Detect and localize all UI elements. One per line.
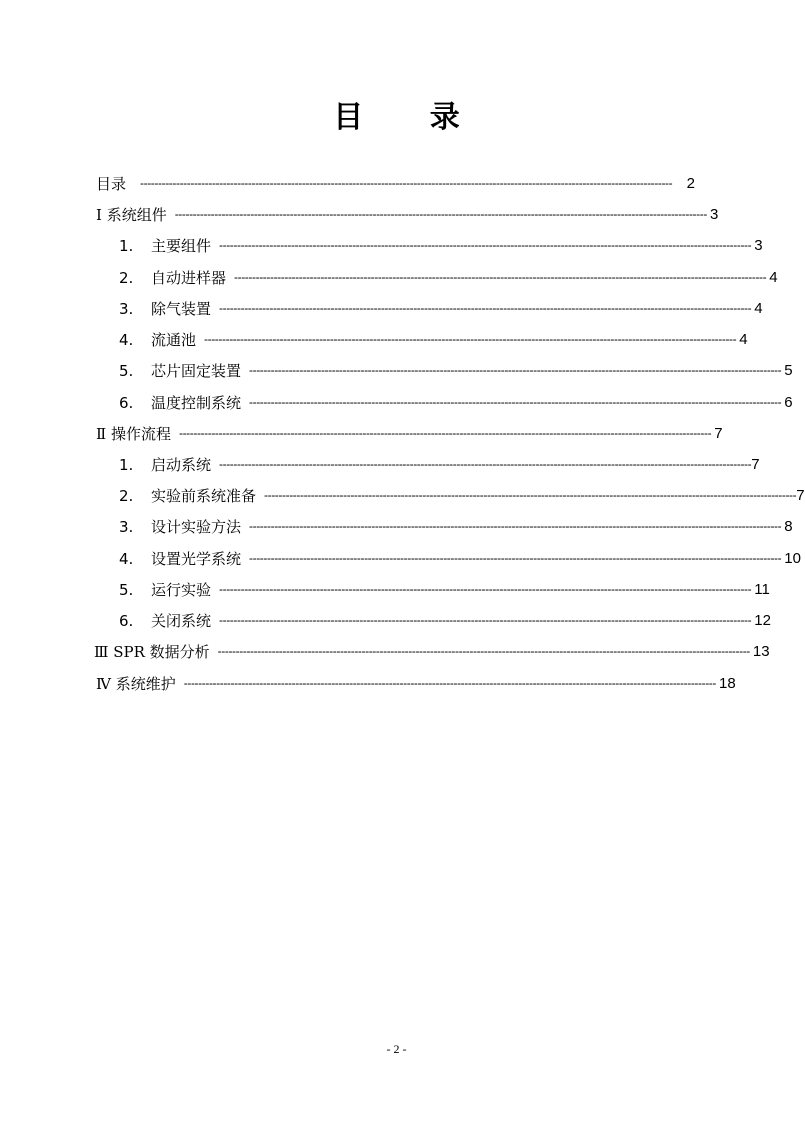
toc-entry-label: 目录 [96,175,127,193]
dot-leader: ---------------------------------------------------------------------------------------------------------------------------------------------------- [249,551,782,565]
toc-entry-page: 7 [751,456,760,473]
toc-entry-2-6[interactable] [119,610,771,632]
toc-entry-section-1[interactable] [96,204,719,226]
toc-entry-page: 7 [796,487,805,504]
toc-entry-number: 1. [119,237,134,255]
toc-entry-page: 2 [686,175,695,192]
toc-entry-page: 4 [739,331,748,348]
dot-leader: ---------------------------------------------------------------------------------------------------------------------------------------------------- [183,676,716,690]
page-number-footer: - 2 - [386,1042,407,1056]
dot-leader: ---------------------------------------------------------------------------------------------------------------------------------------------------- [219,613,752,627]
dot-leader: ---------------------------------------------------------------------------------------------------------------------------------------------------- [217,644,750,658]
toc-entry-section-2[interactable] [96,423,723,445]
toc-entry-number: 4. [119,550,134,568]
toc-entry-number: 6. [119,612,134,630]
toc-entry-page: 13 [752,643,770,660]
toc-entry-1-1[interactable] [119,235,763,257]
toc-entry-1-5[interactable] [119,360,793,382]
toc-entry-section-3[interactable] [94,641,770,663]
toc-entry-number: 3. [119,518,134,536]
toc-entry-page: 4 [769,269,778,286]
dot-leader: ---------------------------------------------------------------------------------------------------------------------------------------------------- [219,301,752,315]
toc-entry-2-5[interactable] [119,579,770,601]
toc-entry-label: 主要组件 [151,237,212,255]
toc-entry-number: 2. [119,269,134,287]
dot-leader: ---------------------------------------------------------------------------------------------------------------------------------------------------- [178,426,712,440]
toc-entry-label: Ⅲ SPR 数据分析 [94,643,210,661]
toc-entry-page: 5 [784,362,793,379]
toc-entry-number: 5. [119,581,134,599]
toc-entry-page: 18 [719,675,736,692]
toc-entry-page: 8 [784,518,793,535]
toc-entry-label: 关闭系统 [151,612,212,630]
toc-entry-label: Ⅳ 系统维护 [96,675,176,693]
toc-entry-1-6[interactable] [119,392,793,414]
toc-entry-number: 6. [119,394,134,412]
toc-entry-contents[interactable] [96,173,695,195]
toc-entry-label: 芯片固定装置 [151,362,242,380]
dot-leader: ---------------------------------------------------------------------------------------------------------------------------------------------------- [249,395,782,409]
toc-entry-label: 温度控制系统 [151,394,242,412]
toc-entry-2-1[interactable] [119,454,760,476]
toc-entry-label: 除气装置 [151,300,212,318]
toc-entry-2-4[interactable] [119,548,801,570]
toc-entry-label: 流通池 [151,331,197,349]
dot-leader: ---------------------------------------------------------------------------------------------------------------------------------------------------- [219,238,752,252]
toc-entry-label: Ⅱ 操作流程 [96,425,171,443]
toc-entry-2-2[interactable] [119,485,805,507]
toc-entry-label: 运行实验 [151,581,212,599]
toc-entry-1-3[interactable] [119,298,763,320]
toc-entry-label: 设计实验方法 [151,518,242,536]
toc-entry-page: 3 [709,206,719,223]
toc-entry-number: 4. [119,331,134,349]
toc-entry-label: Ⅰ 系统组件 [96,206,167,224]
toc-entry-number: 2. [119,487,134,505]
dot-leader: ---------------------------------------------------------------------------------------------------------------------------------------------------- [219,457,752,471]
toc-entry-label: 自动进样器 [151,269,227,287]
toc-entry-page: 12 [754,612,771,629]
toc-entry-1-4[interactable] [119,329,748,351]
dot-leader: ---------------------------------------------------------------------------------------------------------------------------------------------------- [264,488,797,502]
toc-entry-label: 实验前系统准备 [151,487,257,505]
toc-entry-page: 4 [754,300,763,317]
toc-entry-label: 启动系统 [151,456,212,474]
dot-leader: ---------------------------------------------------------------------------------------------------------------------------------------------------- [204,332,737,346]
toc-entry-label: 设置光学系统 [151,550,242,568]
dot-leader: ---------------------------------------------------------------------------------------------------------------------------------------------------- [249,363,782,377]
page-title: 目 录 [333,100,488,135]
toc-entry-section-4[interactable] [96,673,736,695]
dot-leader: ---------------------------------------------------------------------------------------------------------------------------------------------------- [249,519,782,533]
toc-entry-page: 11 [754,581,770,598]
toc-entry-page: 6 [784,394,793,411]
toc-entry-page: 10 [784,550,801,567]
toc-entry-number: 1. [119,456,134,474]
dot-leader: ---------------------------------------------------------------------------------------------------------------------------------------------------- [234,270,767,284]
toc-entry-2-3[interactable] [119,516,793,538]
toc-entry-number: 5. [119,362,134,380]
dot-leader: ---------------------------------------------------------------------------------------------------------------------------------------------------- [140,176,673,190]
toc-entry-1-2[interactable] [119,267,778,289]
toc-entry-page: 7 [714,425,723,442]
dot-leader: ---------------------------------------------------------------------------------------------------------------------------------------------------- [174,207,707,221]
dot-leader: ---------------------------------------------------------------------------------------------------------------------------------------------------- [219,582,752,596]
toc-entry-page: 3 [754,237,763,254]
toc-entry-number: 3. [119,300,134,318]
